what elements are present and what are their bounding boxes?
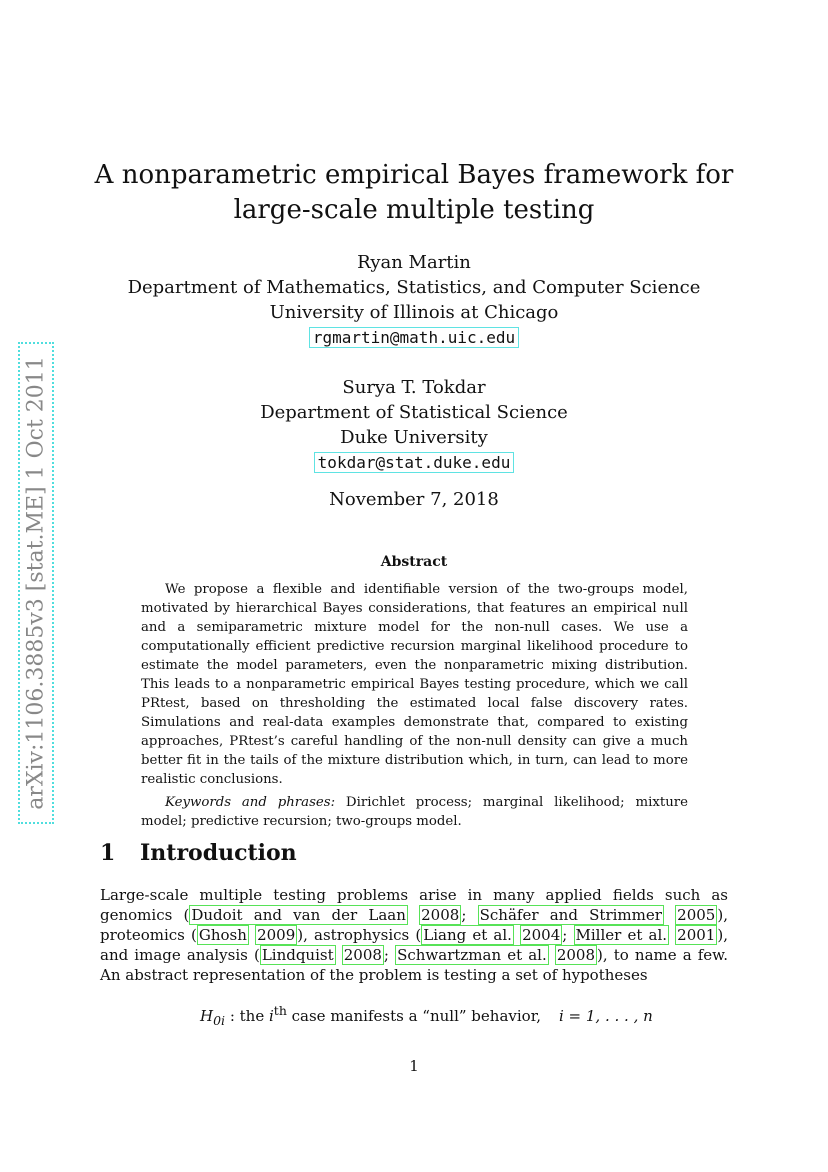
abstract-text: We propose a flexible and identifiable version of the two-groups model, motivated by hierarchical Bayes considerations, that features an empirical null and a semiparametric mixture model for the non-null cases. We use a computationally efficient predictive recursion marginal likelihood procedure to estimate the model parameters, even the nonparametric mixing distribution. This leads to a nonparametric empirical Bayes testing procedure, which we call PRtest, based on thresholding the estimated local false discovery rates. Simulations and real-data examples demonstrate that, compared to existing approaches, PRtest’s careful handling of the non-null density can give a much better fit in the tails of the mixture distribution which, in turn, can lead to more realistic conclusions.: [141, 582, 688, 787]
equation-subscript: 0i: [213, 1013, 226, 1028]
intro-text: Large-scale multiple testing problems arise in many applied fields such as genomics (: [100, 886, 728, 924]
intro-text: ), proteomics (: [100, 906, 728, 944]
arxiv-identifier-text: arXiv:1106.3885v3 [stat.ME] 1 Oct 2011: [23, 356, 49, 810]
equation-text: : the: [225, 1007, 269, 1025]
author-block-2: [0, 375, 828, 473]
author-institution: Duke University: [340, 427, 488, 448]
page-number: 1: [409, 1057, 419, 1075]
citation-link[interactable]: Schwartzman et al.: [397, 946, 547, 964]
citation-year-link[interactable]: 2009: [257, 926, 296, 944]
intro-text: ), and image analysis (: [100, 926, 728, 964]
separator: ;: [461, 906, 478, 924]
section-title: Introduction: [140, 840, 297, 866]
citation-year-link[interactable]: 2008: [343, 946, 382, 964]
equation-symbol: H: [200, 1007, 214, 1025]
paper-date: November 7, 2018: [329, 489, 499, 510]
author-affiliation: Department of Mathematics, Statistics, and Computer Science: [127, 277, 701, 298]
equation-text: case manifests a “null” behavior,: [286, 1007, 541, 1025]
author-block-1: [0, 250, 828, 348]
keywords: [141, 793, 688, 831]
hypothesis-equation: [200, 1003, 653, 1028]
author-email-link[interactable]: rgmartin@math.uic.edu: [309, 327, 519, 348]
citation-year-link[interactable]: 2005: [677, 906, 716, 924]
intro-paragraph: [100, 885, 728, 985]
citation-year-link[interactable]: 2001: [677, 926, 716, 944]
separator: ;: [562, 926, 574, 944]
separator: ;: [383, 946, 396, 964]
author-name: Surya T. Tokdar: [342, 377, 486, 398]
author-institution: University of Illinois at Chicago: [269, 302, 559, 323]
title-line-1: A nonparametric empirical Bayes framework for: [94, 160, 734, 190]
citation-link[interactable]: Ghosh: [198, 926, 247, 944]
citation-link[interactable]: Miller et al.: [575, 926, 668, 944]
title-line-2: large-scale multiple testing: [233, 195, 595, 225]
abstract-heading: Abstract: [380, 554, 448, 570]
citation-link[interactable]: Liang et al.: [423, 926, 512, 944]
section-number: 1: [100, 840, 116, 866]
citation-authors: Dudoit and van der Laan: [191, 906, 406, 924]
section-heading: [100, 840, 297, 866]
equation-index-symbol: i: [268, 1007, 274, 1025]
equation-superscript: th: [273, 1003, 287, 1018]
citation-year-link[interactable]: 2008: [556, 946, 596, 964]
keywords-label: Keywords and phrases:: [165, 795, 336, 810]
abstract-body: [141, 580, 688, 831]
author-name: Ryan Martin: [357, 252, 471, 273]
intro-text: ), astrophysics (: [297, 926, 422, 944]
citation-year-link[interactable]: 2004: [522, 926, 561, 944]
author-email-link[interactable]: tokdar@stat.duke.edu: [314, 452, 515, 473]
author-affiliation: Department of Statistical Science: [260, 402, 568, 423]
citation-year-link[interactable]: 2008: [421, 906, 460, 924]
paper-title: [0, 158, 828, 228]
citation-link[interactable]: [189, 905, 408, 925]
equation-index-range: i = 1, . . . , n: [558, 1007, 653, 1025]
keywords-text: Dirichlet process; marginal likelihood; mixture model; predictive recursion; two-groups model.: [141, 795, 688, 829]
intro-text: ), to name a few. An abstract representation of the problem is testing a set of hypotheses: [100, 946, 728, 984]
citation-link[interactable]: Lindquist: [261, 946, 334, 964]
citation-link[interactable]: Schäfer and Strimmer: [479, 906, 662, 924]
